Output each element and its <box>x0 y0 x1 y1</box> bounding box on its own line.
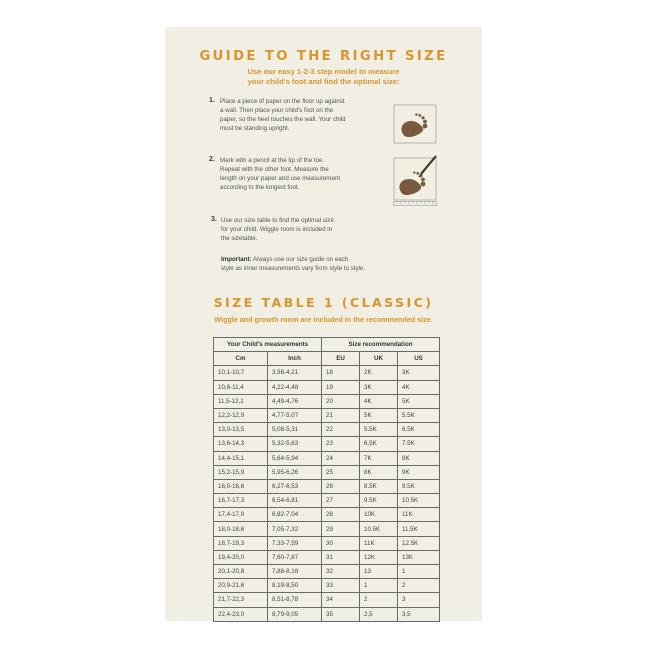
cell-uk: 8K <box>360 465 398 479</box>
table-row <box>214 479 440 493</box>
cell-inch: 7,60-7,87 <box>268 550 322 564</box>
size-table-title: SIZE TABLE 1 (CLASSIC) <box>213 295 434 310</box>
important-label: Important: <box>221 256 252 263</box>
cell-us: 3 <box>398 593 440 607</box>
cell-uk: 11K <box>360 536 398 550</box>
cell-eu: 34 <box>322 593 360 607</box>
cell-cm: 19,4-20,0 <box>214 550 268 564</box>
cell-eu: 24 <box>322 451 360 465</box>
cell-cm: 18,0-18,6 <box>214 522 268 536</box>
table-row <box>214 508 440 522</box>
table-row <box>214 394 440 408</box>
table-row <box>214 593 440 607</box>
cell-inch: 5,08-5,31 <box>268 423 322 437</box>
step-2-number: 2. <box>209 156 215 163</box>
column-header-uk: UK <box>360 352 398 366</box>
cell-inch: 7,05-7,32 <box>268 522 322 536</box>
cell-inch: 5,64-5,94 <box>268 451 322 465</box>
column-header-cm: Cm <box>214 352 268 366</box>
table-row <box>214 465 440 479</box>
footprint-on-paper-icon <box>393 104 437 148</box>
cell-us: 10.5K <box>398 494 440 508</box>
table-row <box>214 607 440 621</box>
cell-inch: 4,77-5,07 <box>268 408 322 422</box>
cell-inch: 4,49-4,76 <box>268 394 322 408</box>
cell-inch: 6,27-6,53 <box>268 479 322 493</box>
table-row <box>214 437 440 451</box>
cell-cm: 16,7-17,3 <box>214 494 268 508</box>
cell-eu: 20 <box>322 394 360 408</box>
cell-inch: 6,82-7,04 <box>268 508 322 522</box>
cell-inch: 8,19-8,50 <box>268 579 322 593</box>
cell-us: 5K <box>398 394 440 408</box>
cell-uk: 10K <box>360 508 398 522</box>
cell-inch: 4,22-4,48 <box>268 380 322 394</box>
table-row <box>214 536 440 550</box>
cell-eu: 29 <box>322 522 360 536</box>
size-guide-card <box>165 27 482 621</box>
step-1-line: Place a piece of paper on the floor up against <box>220 98 345 105</box>
cell-uk: 3K <box>360 380 398 394</box>
cell-uk: 5K <box>360 408 398 422</box>
step-1-line: a wall. Then place your child's foot on the <box>220 107 334 114</box>
cell-eu: 21 <box>322 408 360 422</box>
cell-uk: 2K <box>360 366 398 380</box>
column-header-inch: Inch <box>268 352 322 366</box>
cell-eu: 25 <box>322 465 360 479</box>
table-row <box>214 423 440 437</box>
cell-us: 4K <box>398 380 440 394</box>
cell-cm: 10,1-10,7 <box>214 366 268 380</box>
step-3-line: for your child. Wiggle room is included in <box>221 226 333 233</box>
cell-us: 12.5K <box>398 536 440 550</box>
cell-cm: 22,4-23,0 <box>214 607 268 621</box>
table-row <box>214 550 440 564</box>
table-row <box>214 366 440 380</box>
cell-us: 11K <box>398 508 440 522</box>
cell-cm: 20,9-21,6 <box>214 579 268 593</box>
step-3-line: the sizetable. <box>221 235 258 242</box>
cell-us: 3,5 <box>398 607 440 621</box>
guide-title: GUIDE TO THE RIGHT SIZE <box>199 49 448 64</box>
step-1-number: 1. <box>209 97 215 104</box>
cell-us: 2 <box>398 579 440 593</box>
cell-us: 1 <box>398 565 440 579</box>
step-3-number: 3. <box>211 216 217 223</box>
cell-uk: 5.5K <box>360 423 398 437</box>
cell-us: 5.5K <box>398 408 440 422</box>
cell-us: 9K <box>398 465 440 479</box>
step-2-line: Repeat with the other foot. Measure the <box>220 166 329 173</box>
cell-uk: 10.5K <box>360 522 398 536</box>
cell-cm: 11,5-12,1 <box>214 394 268 408</box>
cell-eu: 28 <box>322 508 360 522</box>
size-table-body <box>214 366 440 621</box>
cell-uk: 1 <box>360 579 398 593</box>
cell-cm: 14,4-15,1 <box>214 451 268 465</box>
size-table-subtitle: Wiggle and growth room are included in the recommended size. <box>214 315 433 324</box>
step-1-text <box>220 97 346 133</box>
important-line <box>221 255 365 264</box>
cell-eu: 30 <box>322 536 360 550</box>
step-1-line: paper, so the heel touches the wall. Your child <box>220 116 346 123</box>
cell-us: 9.5K <box>398 479 440 493</box>
table-row <box>214 565 440 579</box>
cell-uk: 8.5K <box>360 479 398 493</box>
step-2-line: Mark with a pencil at the tip of the toe. <box>220 157 325 164</box>
cell-cm: 21,7-22,3 <box>214 593 268 607</box>
table-row <box>214 408 440 422</box>
step-2-line: according to the longest foot. <box>220 184 300 191</box>
cell-eu: 31 <box>322 550 360 564</box>
cell-uk: 9.5K <box>360 494 398 508</box>
cell-inch: 8,51-8,78 <box>268 593 322 607</box>
cell-eu: 33 <box>322 579 360 593</box>
step-3-line: Use our size table to find the optimal size <box>221 217 334 224</box>
cell-cm: 17,4-17,9 <box>214 508 268 522</box>
measurements-header: Your Child's measurements <box>214 338 322 352</box>
cell-eu: 27 <box>322 494 360 508</box>
cell-us: 11.5K <box>398 522 440 536</box>
important-note <box>221 255 365 273</box>
cell-eu: 32 <box>322 565 360 579</box>
table-row <box>214 522 440 536</box>
important-line-2: style as inner measurements vary from style to style. <box>221 265 366 272</box>
cell-eu: 23 <box>322 437 360 451</box>
cell-us: 6.5K <box>398 423 440 437</box>
cell-eu: 26 <box>322 479 360 493</box>
table-row <box>214 380 440 394</box>
step-1-line: must be standing upright. <box>220 125 290 132</box>
cell-us: 7.5K <box>398 437 440 451</box>
cell-eu: 18 <box>322 366 360 380</box>
cell-cm: 12,2-12,9 <box>214 408 268 422</box>
step-3-text <box>221 216 334 243</box>
cell-uk: 2 <box>360 593 398 607</box>
guide-subtitle-line: your child's foot and find the optimal size: <box>247 77 400 86</box>
important-text: Always use our size guide on each <box>252 256 349 263</box>
cell-uk: 6.5K <box>360 437 398 451</box>
cell-cm: 16,0-16,6 <box>214 479 268 493</box>
step-2-line: length on your paper and use measurement <box>220 175 341 182</box>
table-row <box>214 494 440 508</box>
cell-inch: 5,95-6,26 <box>268 465 322 479</box>
cell-uk: 4K <box>360 394 398 408</box>
cell-us: 8K <box>398 451 440 465</box>
cell-cm: 18,7-19,3 <box>214 536 268 550</box>
column-header-us: US <box>398 352 440 366</box>
guide-subtitle <box>165 67 482 87</box>
footprint-pencil-ruler-icon <box>393 154 439 214</box>
table-row <box>214 579 440 593</box>
cell-cm: 15,2-15,9 <box>214 465 268 479</box>
cell-cm: 20,1-20,8 <box>214 565 268 579</box>
cell-us: 3K <box>398 366 440 380</box>
table-row <box>214 451 440 465</box>
cell-uk: 12K <box>360 550 398 564</box>
guide-subtitle-line: Use our easy 1-2-3 step model to measure <box>247 67 400 76</box>
cell-inch: 6,54-6,81 <box>268 494 322 508</box>
cell-uk: 7K <box>360 451 398 465</box>
cell-inch: 7,88-8,18 <box>268 565 322 579</box>
cell-uk: 13 <box>360 565 398 579</box>
cell-cm: 13,6-14,3 <box>214 437 268 451</box>
cell-cm: 13,0-13,5 <box>214 423 268 437</box>
step-2-text <box>220 156 340 192</box>
size-table <box>213 337 440 622</box>
cell-inch: 5,32-5,63 <box>268 437 322 451</box>
cell-eu: 19 <box>322 380 360 394</box>
cell-uk: 2,5 <box>360 607 398 621</box>
cell-eu: 35 <box>322 607 360 621</box>
cell-inch: 3,98-4,21 <box>268 366 322 380</box>
cell-us: 13K <box>398 550 440 564</box>
cell-cm: 10,8-11,4 <box>214 380 268 394</box>
cell-inch: 8,79-9,05 <box>268 607 322 621</box>
column-header-eu: EU <box>322 352 360 366</box>
size-recommendation-header: Size recommendation <box>322 338 440 352</box>
cell-eu: 22 <box>322 423 360 437</box>
cell-inch: 7,33-7,59 <box>268 536 322 550</box>
